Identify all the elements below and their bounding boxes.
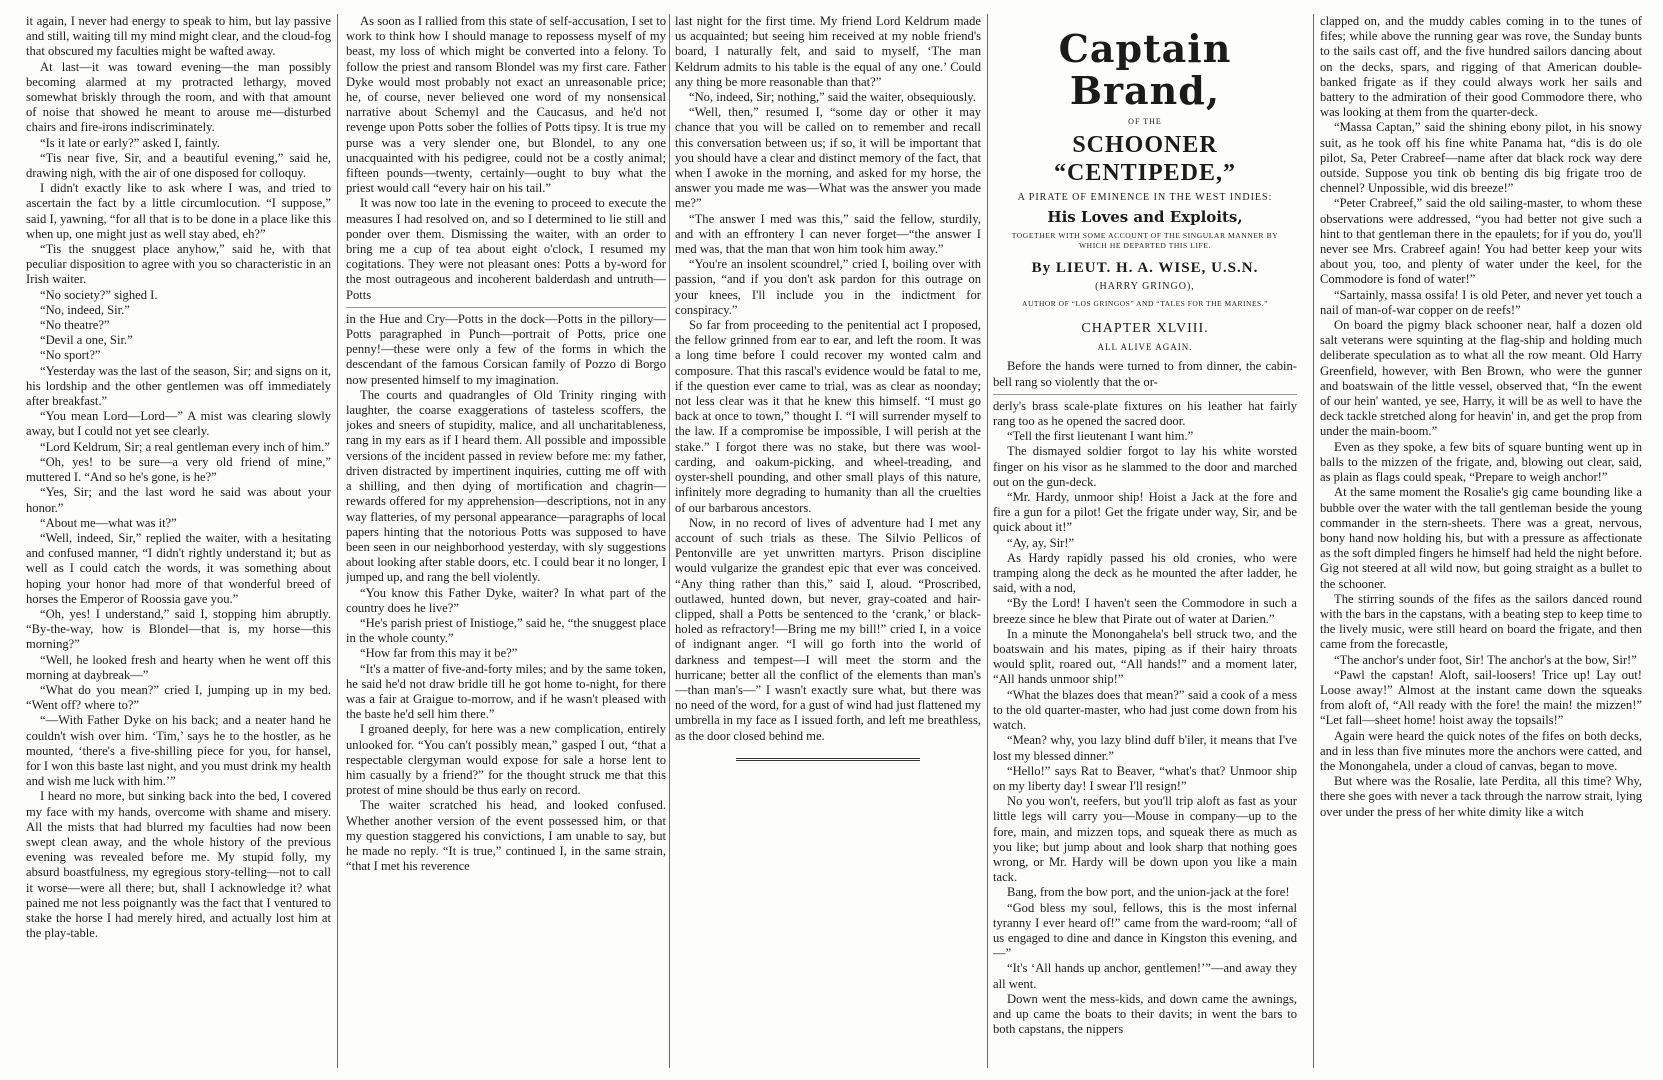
paragraph: “—With Father Dyke on his back; and a neater hand he couldn't wish over him. ‘Tim,’ says he to the hostler, as he mounted, ‘there's a five-shilling piece for you, for hansel, for I won this baste last night, and you must drink my health and wish me luck with him.’” xyxy=(26,713,331,789)
paragraph: At last—it was toward evening—the man possibly becoming alarmed at my protracted lethargy, moved somewhat briskly through the room, and with that amount of noise that showed he meant to arouse me—disturbed chairs and fire-irons indiscriminately. xyxy=(26,59,331,135)
paragraph: “No, indeed, Sir.” xyxy=(40,302,130,317)
paragraph: On board the pigmy black schooner near, half a dozen old salt veterans were squinting at the flag-ship and holding much deliberate speculation as to what all the row meant. Old Harry Greenfield, however, with Ben Brown, who were the gunner and boatswain of the little vessel, observed that, “In the ewent of our hein' wanted, ye see, Harry, it will be as well to have the deck tackle stretched along for heavin' in, and get the prop from under the main-boom.” xyxy=(1320,318,1642,439)
column-2-top xyxy=(346,14,666,303)
paragraph: derly's brass scale-plate fixtures on his leather hat fairly rang too as he opened the sacred door. xyxy=(993,398,1297,429)
paragraph: “You mean Lord—Lord—” A mist was clearing slowly away, but I could not yet see clearly. xyxy=(26,409,331,439)
paragraph: The waiter scratched his head, and looked confused. Whether another version of the event possessed him, or that my question staggered his convictions, I am unable to say, but he made no reply. “It is true,” continued I, in the same strain, “that I met his reverence xyxy=(346,798,666,874)
paragraph: No you won't, reefers, but you'll trip aloft as fast as your little legs will carry you—Mouse in company—up to the fore, main, and mizzen tops, and squeak there as much as you like; but jump about and look sharp that nothing goes wrong, or Mr. Hardy will be down upon you like a main tack. xyxy=(993,794,1297,885)
paragraph: “No sport?” xyxy=(40,348,101,363)
paragraph: “Hello!” says Rat to Beaver, “what's that? Unmoor ship on my liberty day! I swear I'll resign!” xyxy=(993,763,1297,793)
paragraph: clapped on, and the muddy cables coming in to the tunes of fifes; while above the running gear was rove, the Sunday bunts to the sails cast off, and the five hundred sailors dancing about on the decks, spars, and rigging of that American double-banked frigate as if they could always work her sails and battery to the admiration of their good Commodore there, who was looking at them from the quarter-deck. xyxy=(1320,14,1642,120)
paragraph: “God bless my soul, fellows, this is the most infernal tyranny I ever heard of!” came from the ward-room; “all of us engaged to dine and dance in Kingston this evening, and—” xyxy=(993,900,1297,961)
paragraph: I groaned deeply, for here was a new complication, entirely unlooked for. “You can't possibly mean,” gasped I out, “that a respectable clergyman would expose for sale a horse lent to him casually by a friend?” for the thought struck me that this protest of mine should be thus early on record. xyxy=(346,722,666,798)
column-rule xyxy=(987,14,988,1068)
column-1 xyxy=(26,14,331,1068)
story-title: Captain Brand, xyxy=(1058,26,1232,113)
paragraph: “Oh, yes! to be sure—a very old friend of mine,” muttered I. “And so he's gone, is he?” xyxy=(26,454,331,485)
paragraph: “You know this Father Dyke, waiter? In what part of the country does he live?” xyxy=(346,585,666,615)
paragraph: “It's a matter of five-and-forty miles; and by the same token, he said he'd not draw bridle till he got home to-night, for there was a fair at Graigue to-morrow, and if he wasn't pleased with the baste he'd sell him there.” xyxy=(346,661,666,722)
paragraph: “By the Lord! I haven't seen the Commodore in such a breeze since he blew that Pirate out of water at Darien.” xyxy=(993,596,1297,626)
story-byline: By LIEUT. H. A. WISE, U.S.N. xyxy=(1031,260,1259,277)
paragraph: “Tis near five, Sir, and a beautiful evening,” said he, drawing nigh, with the air of one disposed for colloquy. xyxy=(26,150,331,181)
paragraph: “Devil a one, Sir.” xyxy=(40,333,133,348)
paragraph: “How far from this may it be?” xyxy=(360,646,518,661)
paragraph: “No theatre?” xyxy=(40,318,110,333)
story-loves: His Loves and Exploits, xyxy=(1047,208,1243,227)
paragraph: “The answer I med was this,” said the fellow, sturdily, and with an effrontery I can never forget—“the answer I med was, that the man that won him took him away.” xyxy=(675,211,981,257)
paragraph: At the same moment the Rosalie's gig came bounding like a bubble over the water with the tall gentleman beside the young commander in the stern-sheets. There was a great, nervous, bony hand now holding his, but with a pressure as affectionate as the soft dimpled fingers he himself had held the night before. Gig not steered at all wild now, but going straight as a bullet to the schooner. xyxy=(1320,485,1642,591)
paragraph: It was now too late in the evening to proceed to execute the measures I had resolved on, and so I determined to lie still and ponder over them. Dismissing the waiter, with an order to bring me a cup of tea about eight o'clock, I resumed my cogitations. They were not pleasant ones: Potts a by-word for the most outrageous and incoherent balderdash and untruth—Potts xyxy=(346,196,666,302)
paragraph: I didn't exactly like to ask where I was, and tried to ascertain the fact by a little circumlocution. “I suppose,” said I, yawning, “for all that is to be done in a place like this when up, one might just as well stay abed, eh?” xyxy=(26,181,331,241)
paragraph: The courts and quadrangles of Old Trinity ringing with laughter, the coarse exaggerations of tasteless scoffers, the jokes and sneers of stupidity, malice, and all uncharitableness, rang in my ears as if I heard them. All possible and impossible versions of the incident passed in review before me: my father, driven distracted by impertinent inquiries, cutting me off with a shilling, and then dying of mortification and chagrin—rewards offered for my apprehension—descriptions, not in any way flatteries, of my personal appearance—paragraphs of local papers hinting that the notorious Potts was supposed to have been seen in our neighborhood yesterday, with sly suggestions about looking after stable doors, etc. I could bear it no longer, I jumped up, and rang the bell violently. xyxy=(346,387,666,585)
chapter-subheading: ALL ALIVE AGAIN. xyxy=(1097,342,1193,353)
story-schooner: SCHOONER “CENTIPEDE,” xyxy=(1053,132,1237,187)
column-4 xyxy=(993,14,1297,1068)
story-of-the: OF THE xyxy=(1128,117,1162,126)
paragraph: Now, in no record of lives of adventure had I met any account of such trials as these. The Silvio Pellicos of Pentonville are yet unwritten martyrs. Prison discipline would vulgarize the grandest epic that ever was conceived. “Any thing rather than this,” said I, aloud. “Proscribed, outlawed, hunted down, but never, gray-coated and hair-clipped, shall a Potts be sentenced to the ‘crank,’ or black-holed as refractory!—Bring me my bill!” cried I, in a voice of indignant anger. “I will go forth into the world of darkness and tempest—I will meet the storm and the hurricane; better all the conflict of the elements than man's—than man's—” I wasn't exactly sure what, but there was no need of the word, for a gust of wind had just flattened my umbrella in my face as I issued forth, and left me breathless, as the door closed behind me. xyxy=(675,515,981,743)
paragraph: Down went the mess-kids, and down came the awnings, and up came the boats to their davits; in went the bars to both capstans, the nippers xyxy=(993,991,1297,1037)
chapter-heading: CHAPTER XLVIII. xyxy=(1081,321,1209,337)
story-together: TOGETHER WITH SOME ACCOUNT OF THE SINGULAR MANNER BY WHICH HE DEPARTED THIS LIFE. xyxy=(1011,231,1279,251)
paragraph: “Oh, yes! I understand,” said I, stopping him abruptly. “By-the-way, how is Blondel—that is, my horse—this morning?” xyxy=(26,606,331,652)
paragraph: “He's parish priest of Inistioge,” said he, “the snuggest place in the whole county.” xyxy=(346,615,666,646)
paragraph: But where was the Rosalie, late Perdita, all this time? Why, there she goes with never a tack through the narrow strait, lying over under the press of her white dimity like a witch xyxy=(1320,774,1642,819)
paragraph: in the Hue and Cry—Potts in the dock—Potts in the pillory—Potts paragraphed in Punch—portrait of Potts, price one penny!—these were only a few of the forms in which the descendant of the famous Corsican family of Pozzo di Borgo now presented himself to my imagination. xyxy=(346,311,666,387)
column-5 xyxy=(1320,14,1642,1068)
paragraph: “No, indeed, Sir; nothing,” said the waiter, obsequiously. xyxy=(689,90,976,105)
paragraph: The dismayed soldier forgot to lay his white worsted finger on his visor as he slammed to the door and marched out on the gun-deck. xyxy=(993,444,1297,489)
paragraph: “Well, he looked fresh and hearty when he went off this morning at daybreak—” xyxy=(26,652,331,682)
story-alias: (HARRY GRINGO), xyxy=(1095,280,1195,292)
paragraph: “The anchor's under foot, Sir! The anchor's at the bow, Sir!” xyxy=(1334,652,1637,667)
paragraph: Again were heard the quick notes of the fifes on both decks, and in less than five minutes more the anchors were catted, and the Monongahela, under a cloud of canvas, began to move. xyxy=(1320,728,1642,773)
column-3 xyxy=(675,14,981,1068)
paragraph: “Yesterday was the last of the season, Sir; and signs on it, his lordship and the other gentlemen was off immediately after breakfast.” xyxy=(26,363,331,409)
paragraph: “Tis the snuggest place anyhow,” said he, with that peculiar disposition to agree with you so characteristic in an Irish waiter. xyxy=(26,242,331,287)
paragraph: “Sartainly, massa ossifa! I is old Peter, and never yet touch a nail of man-of-war copper on de reefs!” xyxy=(1320,287,1642,317)
paragraph: So far from proceeding to the penitential act I proposed, the fellow grinned from ear to ear, and left the room. It was a long time before I could recover my wonted calm and composure. That this rascal's evidence would be fatal to me, if the question ever came to trial, was as clear as noonday; not less clear was it that he knew this himself. “I must go back at once to town,” thought I. “I will surrender myself to the law. If a compromise be impossible, I will perish at the stake.” I forgot there was no stake, but there was wool-carding, and oakum-picking, and wheel-treading, and oyster-shell pounding, and other small plays of this nature, infinitely more degrading to humanity than all the cruelties of our barbarous ancestors. xyxy=(675,318,981,515)
paragraph: “It's ‘All hands up anchor, gentlemen!’”—and away they all went. xyxy=(993,961,1297,991)
paragraph: In a minute the Monongahela's bell struck two, and the boatswain and his mates, piping as if their hairy throats would split, roared out, “All hands!” and a moment later, “All hands unmoor ship!” xyxy=(993,626,1297,687)
paragraph: “No society?” sighed I. xyxy=(40,287,158,302)
paragraph: “You're an insolent scoundrel,” cried I, boiling over with passion, “and if you don't ask pardon for this outrage on your knees, I'll include you in the indictment for conspiracy.” xyxy=(675,257,981,317)
paragraph: “Massa Captan,” said the shining ebony pilot, in his snowy suit, as he took off his fine white Panama hat, “dis is do ole pilot, Sa, Peter Crabreef—name after dat black rock way dere outside. Suppose you tink ob benting dis big frigate troo de chennel? Unpossible, wid dis breeze!” xyxy=(1320,120,1642,196)
end-rule xyxy=(736,758,920,761)
column-4-text xyxy=(993,399,1297,1038)
paragraph: last night for the first time. My friend Lord Keldrum made us acquainted; but seeing him received at my noble friend's board, I naturally felt, and said to myself, ‘The man Keldrum admits to his table is the equal of any one.’ Could any thing be more reasonable than that?” xyxy=(675,14,981,89)
paragraph: “Mr. Hardy, unmoor ship! Hoist a Jack at the fore and fire a gun for a pilot! Get the frigate under way, Sir, and be quick about it!” xyxy=(993,490,1297,535)
paragraph: “Peter Crabreef,” said the old sailing-master, to whom these observations were addressed, “you had better not give such a hint to that gentleman there in the epaulets; for if you do, you'll never see Mrs. Crabreef again! You had better keep your wits about you, too, and plenty of water under the keel, for the Commodore is fond of water!” xyxy=(1320,196,1642,287)
paragraph: I heard no more, but sinking back into the bed, I covered my face with my hands, overcome with shame and misery. All the mists that had blurred my faculties had now been swept clean away, and the whole history of the previous evening was revealed before me. My stupid folly, my absurd boastfulness, my egregious story-telling—not to call it worse—were all there; but, shall I acknowledge it? what pained me not less poignantly was the fact that I ventured to stake the horse I had merely hired, and actually lost him at the play-table. xyxy=(26,789,331,941)
paragraph: The stirring sounds of the fifes as the sailors danced round with the bars in the capstans, with a beating step to keep time to the lively music, were still heard on board the frigate, and then came from the forecastle, xyxy=(1320,591,1642,652)
paragraph: “Lord Keldrum, Sir; a real gentleman every inch of him.” xyxy=(40,439,330,454)
paragraph: “What do you mean?” cried I, jumping up in my bed. “Went off? where to?” xyxy=(26,682,331,713)
first-paragraph: Before the hands were turned to from dinner, the cabin-bell rang so violently that the or- xyxy=(993,359,1297,389)
paragraph: “Well, then,” resumed I, “some day or other it may chance that you will be called on to remember and recall this conversation between us; if so, it will be important that you should have a clear and distinct memory of the fact, that when I awoke in the morning, and asked for my horse, the answer you made me was—What was the answer you made me?” xyxy=(675,105,981,211)
paragraph: “Yes, Sir; and the last word he said was about your honor.” xyxy=(26,485,331,515)
column-rule xyxy=(1313,14,1314,1068)
paragraph: “Well, indeed, Sir,” replied the waiter, with a hesitating and confused manner, “I didn't rightly understand it; but as well as I could catch the words, it was something about hoping your honor had more of that wonderful breed of horses the Emperor of Roossia gave you.” xyxy=(26,530,331,606)
column-3-text xyxy=(675,14,981,744)
column-rule xyxy=(337,14,338,1068)
column-rule xyxy=(669,14,670,1068)
paragraph: Even as they spoke, a few bits of square bunting went up in balls to the mizzen of the frigate, and, blowing out clear, said, as plain as flags could speak, “Prepare to weigh anchor!” xyxy=(1320,439,1642,485)
story-subtitle: A PIRATE OF EMINENCE IN THE WEST INDIES: xyxy=(1017,192,1273,204)
column-2-bottom xyxy=(346,312,666,875)
paragraph: “What the blazes does that mean?” said a cook of a mess to the old quarter-master, who had just come down from his watch. xyxy=(993,687,1297,733)
paragraph: it again, I never had energy to speak to him, but lay passive and still, waiting till my mind might clear, and the cloud-fog that obscured my faculties might be wafted away. xyxy=(26,14,331,59)
paragraph: As soon as I rallied from this state of self-accusation, I set to work to think how I should manage to repossess myself of my beast, my loss of which might be converted into a felony. To follow the priest and ransom Blondel was my first care. Father Dyke would most probably not exact an unreasonable price; he, of course, never believed one word of my nonsensical narrative about Schemyl and the Caucasus, and he'd not revenge upon Potts sober the follies of Potts tipsy. It is true my purse was a very slender one, but Blondel, to any one unacquainted with his pedigree, could not be a costly animal; fifteen pounds—twenty, certainly—ought to buy what the priest would call “every hair on his tail.” xyxy=(346,14,666,196)
paragraph: “Ay, ay, Sir!” xyxy=(1007,535,1075,550)
paragraph: “About me—what was it?” xyxy=(40,515,177,530)
paragraph: As Hardy rapidly passed his old cronies, who were tramping along the deck as he mounted the after ladder, he said, with a nod, xyxy=(993,550,1297,596)
story-author-credits: AUTHOR OF “LOS GRINGOS” AND “TALES FOR THE MARINES.” xyxy=(1022,298,1268,308)
clipping-seam xyxy=(346,307,666,308)
paragraph: “Mean? why, you lazy blind duff b'iler, it means that I've lost my blessed dinner.” xyxy=(993,733,1297,763)
paragraph: “Tell the first lieutenant I want him.” xyxy=(1007,429,1194,444)
paragraph: “Pawl the capstan! Aloft, sail-loosers! Trice up! Lay out! Loose away!” Almost at the instant came down the squeaks from aloft of, “All ready with the fore! the main! the mizzen!” “Let fall—sheet home! hoist away the topsails!” xyxy=(1320,667,1642,728)
column-2 xyxy=(346,14,666,1068)
clipping-seam xyxy=(993,394,1297,395)
paragraph: “Is it late or early?” asked I, faintly. xyxy=(40,135,220,150)
paragraph: Bang, from the bow port, and the union-jack at the fore! xyxy=(1007,885,1290,900)
